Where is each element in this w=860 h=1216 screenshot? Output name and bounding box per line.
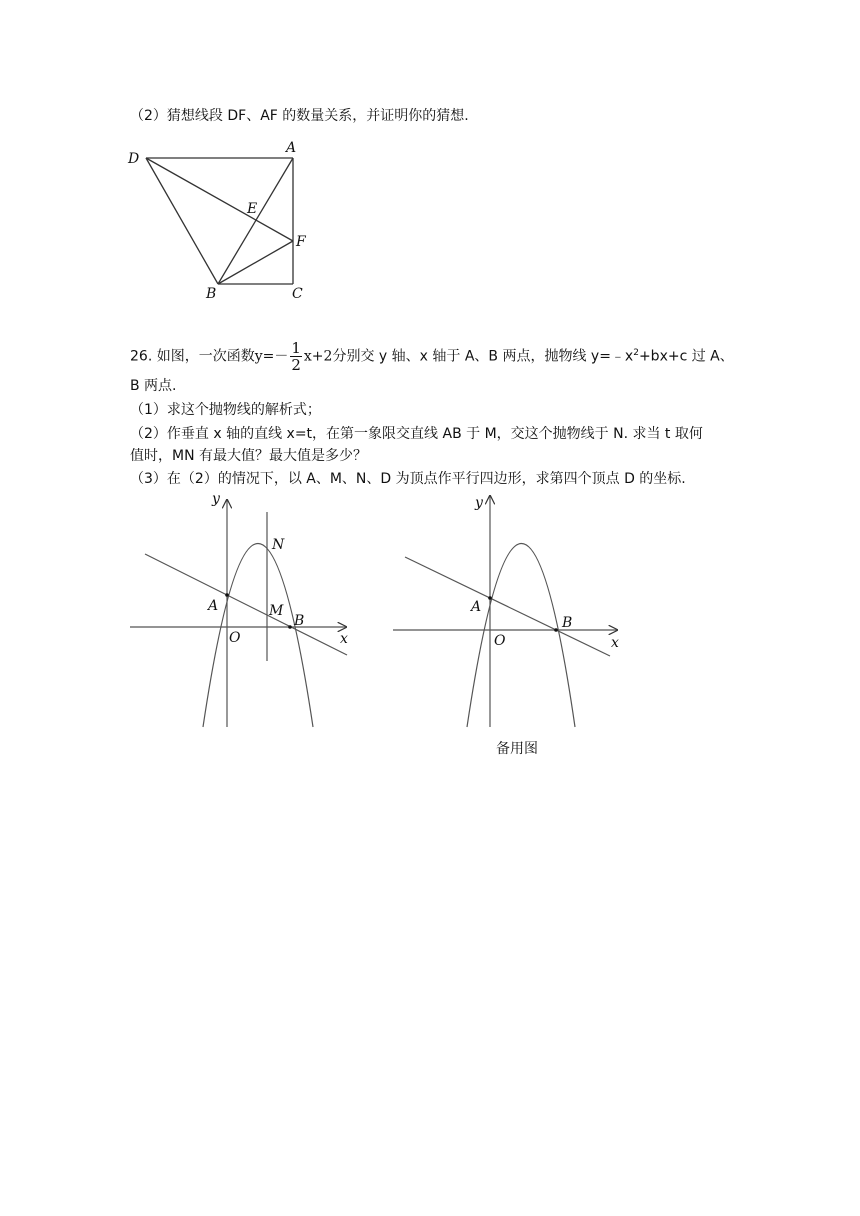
graph2-a-label: A	[471, 599, 482, 615]
q26-exponent: 2	[633, 348, 639, 358]
q26-eq-rhs: x+2	[303, 348, 333, 365]
graph1-o-label: O	[229, 630, 241, 646]
graph2-y-label: y	[475, 495, 483, 511]
spare-graph	[393, 496, 617, 727]
point-b	[288, 625, 292, 629]
graph2-x-label: x	[611, 635, 619, 651]
q25-part2-text: （2）猜想线段 DF、AF 的数量关系，并证明你的猜想.	[130, 108, 469, 124]
graph1-a-label: A	[208, 598, 219, 614]
q26-part1: （1）求这个抛物线的解析式；	[130, 402, 321, 418]
label-a: A	[286, 140, 297, 156]
q26-part2a: （2）作垂直 x 轴的直线 x=t，在第一象限交直线 AB 于 M，交这个抛物线于 N. 求当 t 取何	[130, 426, 703, 442]
line-ab-2	[405, 557, 610, 656]
q26-intro-a: 26. 如图，一次函数	[130, 348, 255, 365]
q26-intro-d: B 两点.	[130, 378, 177, 394]
q26-intro-line	[130, 339, 734, 373]
q26-intro-c: +bx+c 过 A、	[638, 348, 734, 365]
fraction-numerator: 1	[291, 339, 301, 358]
q26-part2b: 值时，MN 有最大值？最大值是多少？	[130, 448, 368, 464]
graph1-n-label: N	[272, 537, 285, 553]
label-c: C	[292, 286, 303, 302]
line-ab	[145, 554, 347, 655]
q26-eq-lhs: y=－	[254, 348, 289, 365]
point-b-2	[554, 628, 558, 632]
graph2-b-label: B	[562, 615, 573, 631]
segment-df	[146, 158, 293, 241]
fraction	[290, 340, 302, 373]
spare-figure-caption: 备用图	[496, 741, 538, 757]
segment-ba	[218, 158, 293, 284]
segment-bf	[218, 241, 293, 284]
graph1-y-label: y	[212, 491, 220, 507]
label-d: D	[128, 151, 140, 167]
q26-intro-b: 分别交 y 轴、x 轴于 A、B 两点，抛物线 y=﹣x	[332, 348, 634, 365]
label-b: B	[206, 286, 217, 302]
graph2-o-label: O	[494, 633, 506, 649]
fraction-denominator: 2	[291, 356, 301, 375]
label-f: F	[296, 234, 306, 250]
label-e: E	[247, 201, 258, 217]
point-a	[225, 593, 229, 597]
parabola-2	[467, 544, 575, 728]
graph1-x-label: x	[340, 631, 348, 647]
q26-part3: （3）在（2）的情况下，以 A、M、N、D 为顶点作平行四边形，求第四个顶点 D 的坐标.	[130, 471, 686, 487]
segment-db	[146, 158, 218, 284]
parabola	[203, 544, 313, 728]
main-graph	[130, 500, 347, 727]
graph1-b-label: B	[294, 613, 305, 629]
point-a-2	[488, 596, 492, 600]
graph1-m-label: M	[269, 603, 284, 619]
